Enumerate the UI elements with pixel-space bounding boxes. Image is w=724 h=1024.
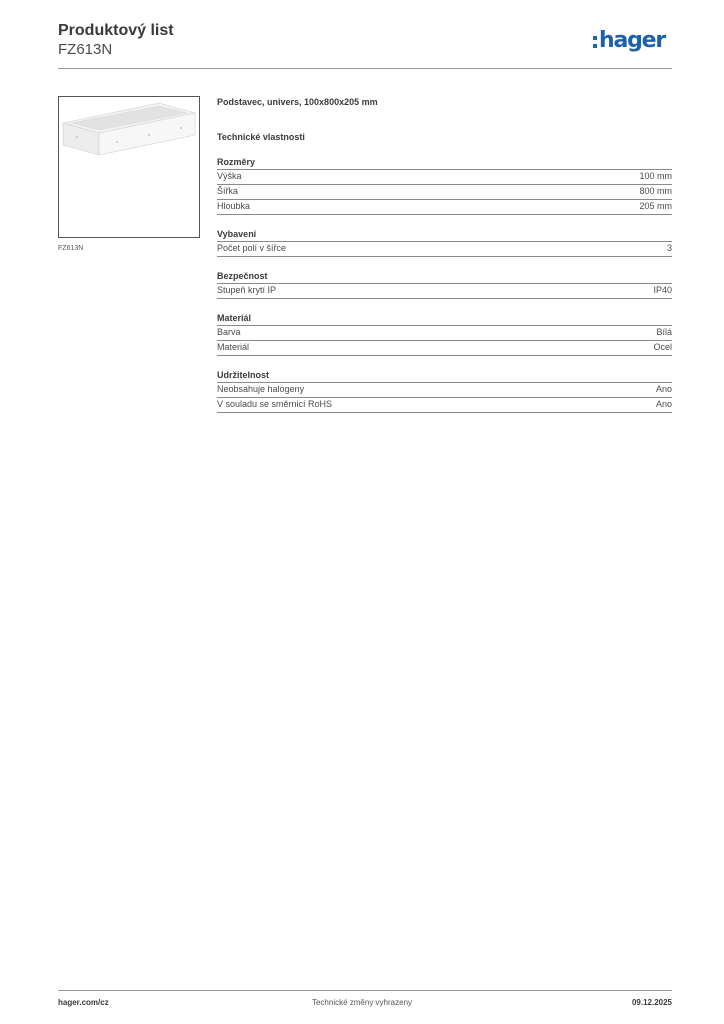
spec-value: IP40 xyxy=(653,285,672,295)
spec-label: Výška xyxy=(217,171,242,181)
spec-label: Neobsahuje halogeny xyxy=(217,384,305,394)
spec-row xyxy=(217,325,672,340)
spec-row xyxy=(217,184,672,199)
spec-value: Ocel xyxy=(653,342,672,352)
section-title: Rozměry xyxy=(217,157,256,167)
spec-value: Ano xyxy=(655,384,672,394)
spec-row xyxy=(217,382,672,397)
spec-section-safety xyxy=(217,270,672,299)
spec-value: Ano xyxy=(655,399,672,409)
spec-value: 800 mm xyxy=(639,186,672,196)
hager-logo[interactable] xyxy=(593,27,677,57)
spec-value: 100 mm xyxy=(639,171,672,181)
spec-row xyxy=(217,169,672,184)
spec-value: Bílá xyxy=(656,327,672,337)
spec-row xyxy=(217,283,672,299)
spec-label: Materiál xyxy=(217,342,250,352)
page-title: Produktový list xyxy=(58,22,174,39)
section-title: Bezpečnost xyxy=(217,271,268,281)
spec-section-equipment xyxy=(217,228,672,257)
spec-row xyxy=(217,340,672,356)
footer-date: 09.12.2025 xyxy=(631,998,672,1007)
product-plinth-icon xyxy=(59,97,199,237)
spec-value: 205 mm xyxy=(639,201,672,211)
spec-label: Počet polí v šířce xyxy=(217,243,287,253)
tech-heading: Technické vlastnosti xyxy=(217,132,305,142)
product-code: FZ613N xyxy=(58,41,113,58)
spec-label: Hloubka xyxy=(217,201,251,211)
spec-row xyxy=(217,199,672,215)
spec-label: V souladu se směrnicí RoHS xyxy=(217,399,333,409)
logo-dots-icon xyxy=(593,36,597,50)
spec-row xyxy=(217,241,672,257)
spec-section-material xyxy=(217,312,672,356)
spec-content xyxy=(217,96,672,413)
image-caption: FZ613N xyxy=(58,245,84,252)
footer-divider xyxy=(58,990,672,991)
logo-text: hager xyxy=(599,28,666,53)
spec-section-dimensions xyxy=(217,156,672,215)
section-title: Vybavení xyxy=(217,229,257,239)
spec-label: Stupeň krytí IP xyxy=(217,285,277,295)
footer-website-link[interactable]: hager.com/cz xyxy=(58,998,109,1007)
product-name: Podstavec, univers, 100x800x205 mm xyxy=(217,97,378,107)
spec-section-sustainability xyxy=(217,369,672,413)
section-title: Materiál xyxy=(217,313,252,323)
spec-label: Barva xyxy=(217,327,241,337)
product-image xyxy=(58,96,200,238)
spec-label: Šířka xyxy=(217,186,239,196)
header-divider xyxy=(58,68,672,69)
spec-row xyxy=(217,397,672,413)
spec-value: 3 xyxy=(666,243,672,253)
footer-note: Technické změny vyhrazeny xyxy=(311,998,413,1007)
section-title: Udržitelnost xyxy=(217,370,270,380)
